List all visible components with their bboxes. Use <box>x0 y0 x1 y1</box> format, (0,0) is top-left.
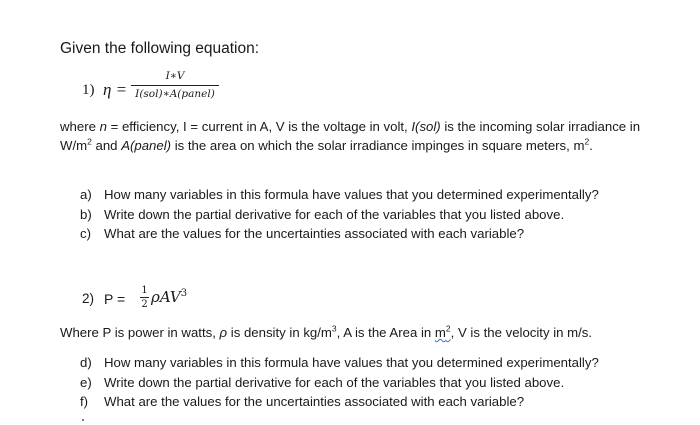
symbol-isol: I(sol) <box>411 119 441 134</box>
list-item-letter: f) <box>80 394 89 409</box>
list-item-letter: a) <box>80 187 92 202</box>
list-item-text: How many variables in this formula have values that you determined experimentally? <box>104 355 599 370</box>
list-item-letter: e) <box>80 374 92 390</box>
equation-2-rhs-base: ρAV <box>151 288 181 306</box>
equation-2-frac-denominator: 2 <box>141 299 148 310</box>
equation-2-fraction <box>140 285 149 310</box>
equation-1 <box>82 70 302 110</box>
superscript: 3 <box>331 323 337 334</box>
para1-text: = efficiency, I = current in A, V is the voltage in volt, <box>106 119 412 134</box>
para2-text: , V is the velocity in m/s. <box>450 325 593 340</box>
symbol-rho: ρ <box>219 325 228 340</box>
equation-1-denominator: I(sol)∗A(panel) <box>135 88 215 100</box>
para1-text: is the area on which the solar irradiance impinges in square meters, m <box>171 138 585 153</box>
equation-2 <box>82 284 282 318</box>
list-item-text: How many variables in this formula have values that you determined experimentally? <box>104 187 599 202</box>
list-item-text: Write down the partial derivative for each of the variables that you listed above. <box>104 374 565 390</box>
list-item-text: What are the values for the uncertainties associated with each variable? <box>104 394 525 409</box>
fraction-bar <box>140 297 149 298</box>
list-item-text: Write down the partial derivative for each of the variables that you listed above. <box>104 206 565 222</box>
list-item-text: What are the values for the uncertainties associated with each variable? <box>104 226 525 241</box>
list-item-letter: b) <box>80 206 92 222</box>
fraction-bar <box>131 85 219 86</box>
equation-1-numerator: I∗V <box>165 70 185 82</box>
equation-2-exponent: 3 <box>180 288 188 299</box>
equation-1-lhs: η = <box>103 80 128 99</box>
symbol-apanel: A(panel) <box>121 138 172 153</box>
equation-2-frac-numerator: 1 <box>141 285 148 296</box>
stray-dot-mark <box>82 419 84 421</box>
list-item-letter: c) <box>80 226 91 241</box>
para1-text: is the incoming solar irradiance in W/m <box>60 119 641 153</box>
para2-text: Where P is power in watts, <box>60 325 220 340</box>
para1-text: . <box>589 138 593 153</box>
equation-2-number: 2) <box>82 291 95 306</box>
para1-text: and <box>91 138 122 153</box>
equation-2-lhs: P = <box>104 291 126 307</box>
definitions-paragraph-1 <box>60 117 660 155</box>
para1-text: where <box>60 119 100 134</box>
spellcheck-underlined-unit <box>435 325 451 340</box>
equation-1-fraction <box>131 70 219 101</box>
equation-2-rhs <box>151 288 187 306</box>
para2-text: , A is the Area in <box>336 325 435 340</box>
unit-base: m <box>434 325 446 340</box>
superscript: 2 <box>584 136 590 147</box>
superscript: 2 <box>87 136 92 147</box>
para2-text: is density in kg/m <box>227 325 332 340</box>
definitions-paragraph-2 <box>60 325 592 340</box>
symbol-n: n <box>99 119 107 134</box>
superscript: 2 <box>445 323 451 334</box>
intro-heading: Given the following equation: <box>60 40 260 57</box>
list-item-letter: d) <box>80 355 92 370</box>
equation-1-number: 1) <box>82 82 95 98</box>
